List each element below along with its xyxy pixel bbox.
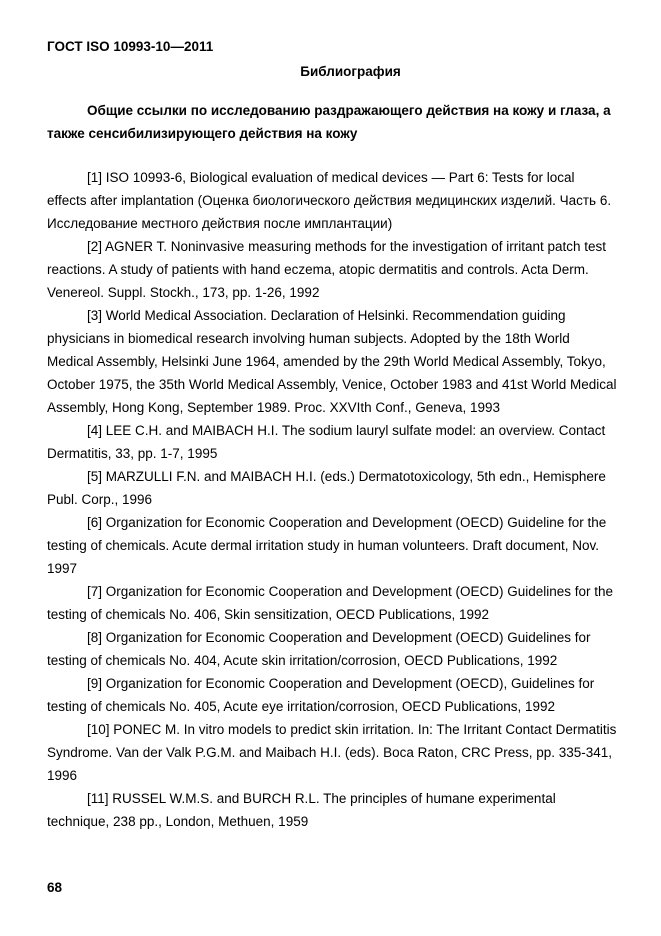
reference-item: [3] World Medical Association. Declaration of Helsinki. Recommendation guiding physicians in biomedical research involving human subjects. Adopted by the 18th World Medical Assembly, Helsinki June 1964, amended by the 29th World Medical Assembly, Tokyo, October 1975, the 35th World Medical Assembly, Venice, October 1983 and 41st World Medical Assembly, Hong Kong, September 1989. Proc. XXVIth Conf., Geneva, 1993 xyxy=(47,308,617,415)
document-header: ГОСТ ISO 10993-10—2011 xyxy=(47,39,214,54)
reference-item: [7] Organization for Economic Cooperation and Development (OECD) Guidelines for the testing of chemicals No. 406, Skin sensitization, OECD Publications, 1992 xyxy=(47,584,614,622)
reference-item: [9] Organization for Economic Cooperation and Development (OECD), Guidelines for testing of chemicals No. 405, Acute eye irritation/corrosion, OECD Publications, 1992 xyxy=(47,676,595,714)
reference-item: [2] AGNER T. Noninvasive measuring methods for the investigation of irritant patch test reactions. A study of patients with hand eczema, atopic dermatitis and controls. Acta Derm. Venereol. Suppl. Stockh., 173, pp. 1-26, 1992 xyxy=(47,239,607,300)
reference-item: [8] Organization for Economic Cooperation and Development (OECD) Guidelines for testing of chemicals No. 404, Acute skin irritation/corrosion, OECD Publications, 1992 xyxy=(47,630,591,668)
reference-item: [11] RUSSEL W.M.S. and BURCH R.L. The principles of humane experimental technique, 238 pp., London, Methuen, 1959 xyxy=(47,791,556,829)
reference-list xyxy=(47,166,617,833)
reference-item: [4] LEE C.H. and MAIBACH H.I. The sodium lauryl sulfate model: an overview. Contact Dermatitis, 33, pp. 1-7, 1995 xyxy=(47,423,606,461)
reference-item: [6] Organization for Economic Cooperation and Development (OECD) Guideline for the testing of chemicals. Acute dermal irritation study in human volunteers. Draft document, Nov. 1997 xyxy=(47,515,607,576)
bibliography-subtitle: Общие ссылки по исследованию раздражающего действия на кожу и глаза, а также сенсибилизирующего действия на кожу xyxy=(47,103,611,141)
reference-item: [5] MARZULLI F.N. and MAIBACH H.I. (eds.) Dermatotoxicology, 5th edn., Hemisphere Publ. Corp., 1996 xyxy=(47,469,606,507)
page-number: 68 xyxy=(47,880,63,895)
reference-item: [1] ISO 10993-6, Biological evaluation of medical devices — Part 6: Tests for local effects after implantation (Оценка биологического действия медицинских изделий. Часть 6. Исследование местного действия после имплантации) xyxy=(47,170,612,231)
reference-item: [10] PONEC M. In vitro models to predict skin irritation. In: The Irritant Contact Dermatitis Syndrome. Van der Valk P.G.M. and Maibach H.I. (eds). Boca Raton, CRC Press, pp. 335-341, 1996 xyxy=(47,722,617,783)
bibliography-title: Библиография xyxy=(300,64,401,79)
